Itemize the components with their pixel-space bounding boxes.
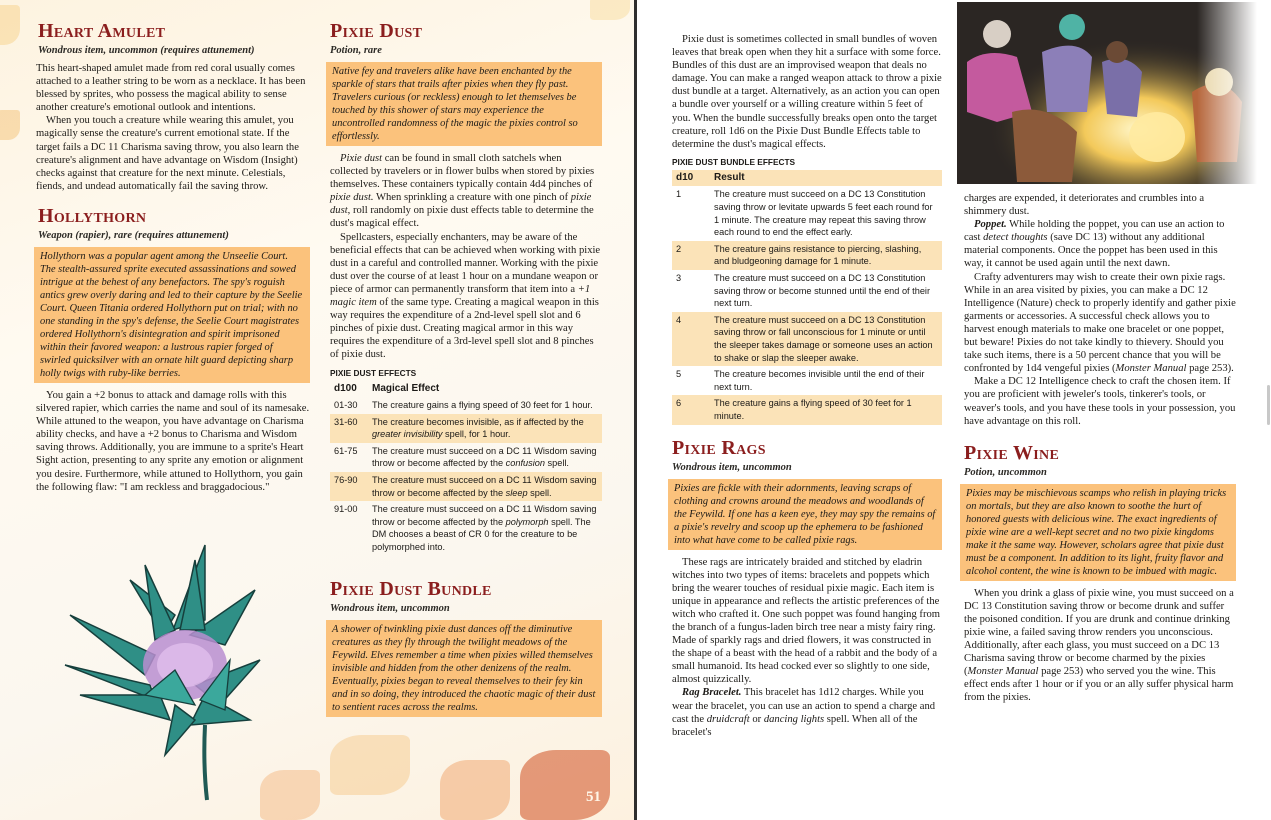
pixies-campfire-illustration xyxy=(957,2,1257,184)
em-text: sleep xyxy=(505,487,528,498)
table-cell-effect xyxy=(368,472,602,501)
text-span: page 253). xyxy=(1186,363,1234,375)
table-row xyxy=(672,186,942,240)
autumn-leaf-decoration xyxy=(0,5,20,45)
text-span: The creature must succeed on a DC 11 Wisdom saving throw or become affected by the xyxy=(372,504,597,527)
table-cell-roll: 3 xyxy=(676,273,682,283)
pixie-wine-subtitle: Potion, uncommon xyxy=(964,466,1047,478)
pixie-dust-subtitle: Potion, rare xyxy=(330,45,382,56)
text-span: page 253) who served you the wine. This effect ends after 1 hour or if you or an ally suffer physical harm from the pixies. xyxy=(964,666,1234,704)
right-page xyxy=(637,0,1271,820)
pixie-wine-flavor-box: Pixies may be mischievous scamps who relish in playing tricks on mortals, but they are also known to soothe the hurt of honored guests with delicious wine. The exact ingredients of pixie wine are a well-kept secret and no two pixie kingdoms make it the same way. However, scholars agree that pixie dust must be a component. In addition to its light, fruity flavor and alcohol content, the wine is known to be imbued with magic. xyxy=(960,484,1236,581)
table-cell-roll: 6 xyxy=(672,395,710,424)
table-cell-roll: 5 xyxy=(676,369,682,380)
table-cell-result: The creature gains resistance to piercing, slashing, and bludgeoning damage for 1 minute. xyxy=(710,241,942,270)
em-text: pixie dust xyxy=(330,192,592,217)
table-header-row xyxy=(330,381,602,398)
pixie-dust-paragraph-1 xyxy=(330,152,602,231)
teal-flower-illustration xyxy=(55,535,270,805)
table-cell-result: The creature must succeed on a DC 13 Constitution saving throw or levitate upwards 5 feet each round for 1 minute. The creature may repeat this saving throw each round to end the effect early. xyxy=(714,189,933,238)
hollythorn-title: Hollythorn xyxy=(38,204,147,227)
table-cell-roll: 76-90 xyxy=(330,472,368,501)
text-span: The creature becomes invisible, as if affected by the xyxy=(372,416,584,427)
em-text: greater invisibility xyxy=(372,429,443,440)
right-column xyxy=(330,20,602,723)
table-row xyxy=(672,312,942,366)
pixie-dust-bundle-effects-table xyxy=(672,170,942,425)
pixie-rags-paragraph-1: These rags are intricately braided and stitched by eladrin witches into two types of items: bracelets and poppets which bring the wearer touches of residual pixie magic. Each item is unique in appearance and reflects the artistic preferences of the witch who crafted it. One such poppet was found hanging from the branch of a fungus-laden birch tree near a misty fairy ring. Made of sparkly rags and dried flowers, it was constructed in the shape of a beast with the head of a rabbit and the body of a small humanoid. Its head cocked ever so slightly to one side, almost quizzically. xyxy=(672,556,941,686)
text-span: spell, for 1 hour. xyxy=(442,429,511,440)
rag-bracelet-label: Rag Bracelet. xyxy=(682,687,742,699)
text-span: The creature must succeed on a DC 11 Wisdom saving throw or become affected by the xyxy=(372,445,597,469)
bundle-paragraph-2: Bundles of this dust are an improvised weapon that deals no damage. You can make a ranged weapon attack to throw a pixie dust bundle at a target. Alternatively, as an action you can open a bundle over yourself or a willing creature within 5 feet of you. When the bundle successfully breaks open onto the target creature, roll 1d6 on the Pixie Dust Bundle Effects table to determine the dust's magical effects. xyxy=(672,60,942,150)
table-row xyxy=(330,414,602,443)
pixie-dust-flavor-box: Native fey and travelers alike have been enchanted by the sparkle of stars that trails after pixies when they fly past. Travelers curious (or reckless) enough to let themselves be touched by this shower of stars may experience the uncontrolled randomness of the magic the pixies control so effortlessly. xyxy=(326,62,602,146)
table-cell-roll: 4 xyxy=(672,312,710,366)
text-span: or xyxy=(749,713,764,725)
bundle-paragraph-1: Pixie dust is sometimes collected in small bundles of woven leaves that break open when they hit a surface with some force. xyxy=(672,34,941,59)
pixie-dust-bundle-subtitle: Wondrous item, uncommon xyxy=(330,602,450,614)
pixie-dust-paragraph-2 xyxy=(330,231,602,362)
poppet-paragraph xyxy=(964,218,1236,270)
text-span: While holding the poppet, you can use an action to cast xyxy=(964,219,1225,244)
autumn-leaf-decoration xyxy=(330,735,410,795)
pixie-dust-bundle-title: Pixie Dust Bundle xyxy=(330,577,492,600)
make-check-paragraph: Make a DC 12 Intelligence check to craft the chosen item. If you are proficient with jeweler's tools, tinkerer's tools, or weaver's tools, and you have these tools in your possession, you have advantage on this roll. xyxy=(964,376,1236,427)
table-header: d10 xyxy=(672,170,710,187)
em-text: dancing lights xyxy=(763,713,825,725)
pixie-dust-bundle-effects-caption: PIXIE DUST BUNDLE EFFECTS xyxy=(672,156,796,167)
table-row xyxy=(672,395,942,424)
text-span: When sprinkling a creature with one pinch of xyxy=(373,192,571,204)
table-cell-result: The creature becomes invisible until the end of their next turn. xyxy=(714,369,925,392)
em-text: Monster Manual xyxy=(967,666,1039,678)
em-text: pixie dust. xyxy=(330,192,374,204)
table-cell-roll: 2 xyxy=(672,241,710,270)
table-cell-roll: 1 xyxy=(676,189,682,200)
text-span: of the same type. Creating a magical weapon in this way requires the expenditure of a 2nd-level spell slot and 6 pinches of pixie dust. Creating magical armor in this way requires the expenditure of a 3rd-level spell slot and 8 pinches of pixie dust. xyxy=(330,297,599,361)
table-row xyxy=(672,270,942,312)
pixie-dust-title: Pixie Dust xyxy=(330,20,423,42)
table-header-row xyxy=(672,170,942,187)
page-number: 51 xyxy=(586,789,601,805)
autumn-leaf-decoration xyxy=(0,110,20,140)
table-cell-roll: 01-30 xyxy=(334,400,358,411)
pixie-wine-title: Pixie Wine xyxy=(964,441,1060,464)
text-span: The creature gains a flying speed of 30 feet for 1 hour. xyxy=(372,400,593,411)
em-text: detect thoughts xyxy=(983,232,1048,244)
table-cell-result: The creature must succeed on a DC 13 Constitution saving throw or become stunned until the end of their next turn. xyxy=(714,273,931,309)
text-span: spell. xyxy=(527,487,552,498)
em-text: polymorph xyxy=(505,516,549,527)
text-span: Crafty adventurers may wish to create their own pixie rags. While in an area visited by pixies, you can make a DC 12 Intelligence (Nature) check to properly identify and gather pixie garments or accessories. A successful check allows you to harvest enough materials to make one bracelet or one poppet, but beware! Pixies do not take kindly to thievery. Should you take such items, there is a 50 percent chance that you will be confronted by 1d4 vengeful pixies ( xyxy=(964,271,1236,375)
text-span: spell. When all of the bracelet's xyxy=(672,713,918,738)
table-cell-effect xyxy=(368,501,602,555)
text-span: Spellcasters, especially enchanters, may be aware of the beneficial effects that can be achieved when working with pixie dust in a careful and controlled manner. Working with the pixie dust over the course of at least 1 hour on a mundane weapon or piece of armor can permanently transform that item into a xyxy=(330,231,601,295)
table-cell-roll: 91-00 xyxy=(334,504,358,515)
poppet-label: Poppet. xyxy=(974,219,1007,231)
text-span: , roll randomly on pixie dust effects table to determine the dust's magical effect. xyxy=(330,205,594,230)
left-page xyxy=(0,0,634,820)
pixie-dust-effects-caption: PIXIE DUST EFFECTS xyxy=(330,367,417,378)
rag-bracelet-paragraph xyxy=(672,686,942,738)
table-header: Result xyxy=(710,170,942,187)
autumn-leaf-decoration xyxy=(590,0,630,20)
em-text: +1 magic item xyxy=(330,283,591,309)
pixie-dust-bundle-flavor-box: A shower of twinkling pixie dust dances off the diminutive creatures as they fly through the twilight meadows of the Feywild. Elves remember a time when pixies willed themselves invisible and hidden from the other denizens of the realm. Eventually, pixies began to reveal themselves to their fey kin and in so doing, they introduced the chaotic magic of their dust to sentient races across the realms. xyxy=(326,620,602,717)
table-cell-result: The creature must succeed on a DC 13 Constitution saving throw or fall unconscious for 1 minute or until the sleeper takes damage or someone uses an action to shake or slap the sleeper awake. xyxy=(710,312,942,366)
right-page-left-column xyxy=(672,33,942,739)
heart-amulet-paragraph-2: When you touch a creature while wearing this amulet, you magically sense the creature's current emotional state. If the target fails a DC 11 Charisma saving throw, you also learn the creature's alignment and have advantage on Wisdom (Insight) checks against that creature for the next minute. Celestials, fiends, and undead automatically fail the saving throw. xyxy=(36,115,299,192)
text-span: This bracelet has 1d12 charges. While you wear the bracelet, you can use an action to spend a charge and cast the xyxy=(672,687,936,725)
table-cell-effect xyxy=(368,414,602,443)
table-header: Magical Effect xyxy=(372,382,440,394)
hollythorn-subtitle: Weapon (rapier), rare (requires attunement) xyxy=(38,229,229,241)
table-header: d100 xyxy=(334,382,357,394)
table-row xyxy=(672,241,942,270)
em-text: druidcraft xyxy=(706,713,750,725)
crafty-paragraph xyxy=(964,271,1236,376)
table-row xyxy=(672,366,942,395)
text-span: spell. xyxy=(544,458,569,469)
table-row xyxy=(330,501,602,555)
em-text: Monster Manual xyxy=(1115,363,1187,375)
heart-amulet-paragraph-1: This heart-shaped amulet made from red coral usually comes attached to a leather string to be worn as a necklace. It has been blessed by sprites, who possess the magical ability to sense another creature's emotional outlook and intentions. xyxy=(36,63,306,114)
autumn-leaf-decoration xyxy=(440,760,510,820)
rag-bracelet-continued: charges are expended, it deteriorates and crumbles into a shimmery dust. xyxy=(964,193,1205,218)
table-row xyxy=(330,397,602,414)
table-cell-result: The creature gains a flying speed of 30 feet for 1 minute. xyxy=(710,395,942,424)
table-cell-effect xyxy=(368,397,602,414)
pixie-rags-title: Pixie Rags xyxy=(672,436,766,459)
em-text: confusion xyxy=(505,458,545,469)
text-span: spell. The DM chooses a beast of CR 0 for the creature to be polymorphed into. xyxy=(372,516,591,553)
left-column xyxy=(38,20,310,494)
table-row xyxy=(330,472,602,501)
heart-amulet-title: Heart Amulet xyxy=(38,20,166,42)
autumn-leaf-decoration xyxy=(520,750,610,820)
table-cell-roll: 31-60 xyxy=(330,414,368,443)
scrollbar-thumb[interactable] xyxy=(1267,385,1270,425)
pixie-wine-paragraph xyxy=(964,587,1236,705)
text-span: (save DC 13) without any additional material components. Once the poppet has been used in this way, it cannot be used again until the next dawn. xyxy=(964,232,1218,270)
text-span: The creature must succeed on a DC 11 Wisdom saving throw or become affected by the xyxy=(372,475,597,498)
table-row xyxy=(330,443,602,472)
hollythorn-paragraph: You gain a +2 bonus to attack and damage rolls with this silvered rapier, which carries the name and soul of its namesake. While attuned to the weapon, you have advantage on Charisma ability checks, and have a +2 bonus to Charisma and Wisdom saving throws. Additionally, you are immune to a sprite's Heart Sight action, presenting to any sprite any emotion or alignment you desire. Furthermore, while attuned to Hollythorn, you gain the following flaw: "I am reckless and braggadocious." xyxy=(36,389,310,493)
pixie-dust-effects-table xyxy=(330,381,602,556)
right-page-right-column xyxy=(964,192,1236,705)
table-cell-roll: 61-75 xyxy=(334,445,358,456)
pixie-rags-subtitle: Wondrous item, uncommon xyxy=(672,461,792,473)
hollythorn-flavor-box: Hollythorn was a popular agent among the Unseelie Court. The stealth-assured sprite executed assassinations and sowed intrigue at the behest of any benefactors. The spy's roguish antics grew overly daring and led to their capture by the Seelie Court. Queen Titania ordered Hollythorn put on trial; with no one standing in the spy's defense, the Seelie Court magistrates ordered Hollythorn's disintegration and spirit imprisoned within their favored weapon: a lustrous rapier forged of swirled quicksilver with an ornate hilt guard depicting sharp holly twigs with ruby-like berries. xyxy=(34,247,310,383)
table-cell-effect xyxy=(368,443,602,472)
em-text: Pixie dust xyxy=(340,153,383,164)
heart-amulet-subtitle: Wondrous item, uncommon (requires attunement) xyxy=(38,45,255,56)
text-span: When you drink a glass of pixie wine, you must succeed on a DC 13 Constitution saving throw or become drunk and suffer the poisoned condition. If you are drunk and continue drinking pixie wine, a failed saving throw renders you unconscious. Additionally, after each glass, you must succeed on a DC 13 Charisma saving throw or become charmed by the pixies ( xyxy=(964,587,1234,678)
text-span: can be found in small cloth satchels when collected by travelers or in flower bulbs when stored by pixies themselves. These containers typically contain 4d4 pinches of xyxy=(330,153,595,191)
pixie-rags-flavor-box: Pixies are fickle with their adornments, leaving scraps of clothing and crowns around the meadows and woodlands of the Feywild. If one has a keen eye, they may spy the remains of a pixie's revelry and scoop up the ephemera to be fashioned into what have come to be called pixie rags. xyxy=(668,479,942,550)
